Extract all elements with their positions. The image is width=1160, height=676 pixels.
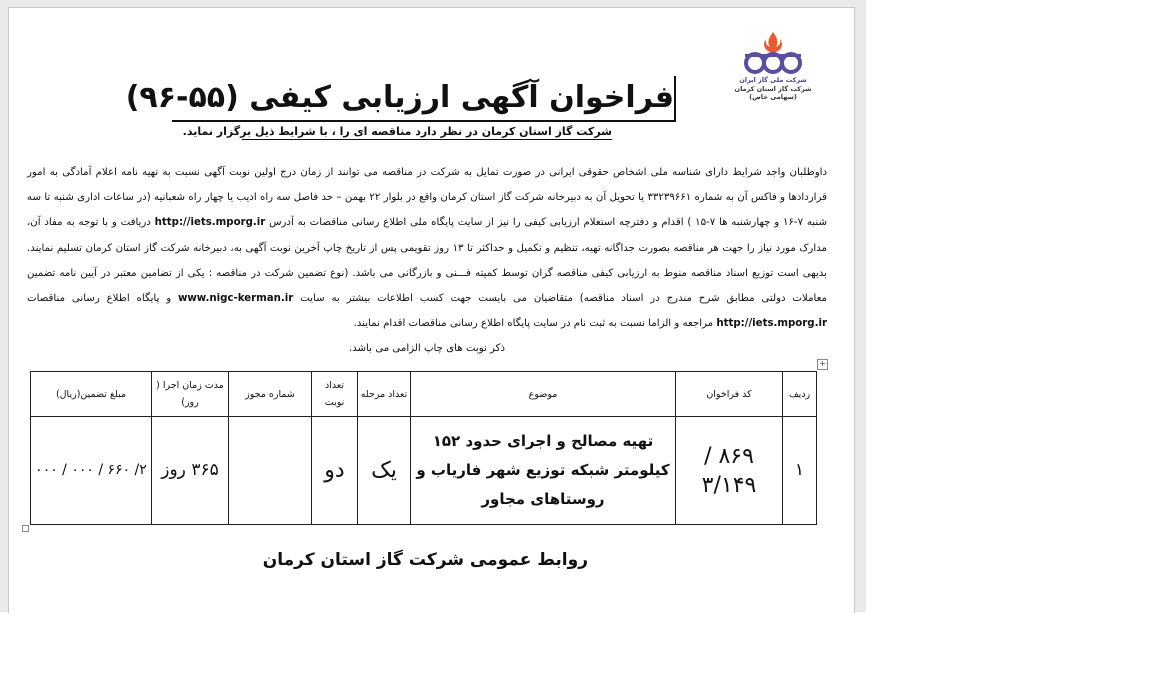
header-duration: مدت زمان اجرا ( روز) (152, 372, 229, 417)
cell-duration: ۳۶۵ روز (152, 417, 229, 525)
body-paragraph-5: ذکر نوبت های چاپ الزامی می باشد. (348, 343, 506, 355)
tender-table (30, 371, 817, 525)
body-paragraph-1: داوطلبان واجد شرایط دارای شناسه ملی اشخاص حقوقی ایرانی در صورت تمایل به شرکت در مناقصه می توانند از زمان درج اولین نوبت آگهی نسبت به تهیه نامه اعلام آمادگی به امور قراردادها و فاکس آن به شماره ۳۳۲۳۹۶۶۱ یا تحویل آن به دبیرخانه شرکت گاز استان کرمان واقع در بلوار ۲۲ بهمن – حد فاصل سه راه ادیب یا چهار راه شعبانیه (در ساعات اداری شنبه تا سه شنبه ۷-۱۶ و چهارشنبه ها ۷-۱۵ ) اقدام و دفترچه استعلام ارزیابی کیفی را نیز از سایت پایگاه ملی اطلاع رسانی مناقصات به آدرس (27, 167, 827, 229)
logo-line-1: شرکت ملی گاز ایران (739, 76, 807, 84)
announcement-title: فراخوان آگهی ارزیابی کیفی (۵۵-۹۶) (172, 76, 676, 122)
header-rounds: تعداد نوبت (312, 372, 358, 417)
nigc-kerman-link[interactable]: www.nigc-kerman.ir (177, 293, 294, 305)
iets-link-2[interactable]: http://iets.mporg.ir (716, 318, 827, 330)
company-logo (729, 30, 817, 122)
cell-row-number: ۱ (783, 417, 817, 525)
table-header-row (31, 372, 817, 417)
cell-permit (229, 417, 312, 525)
cell-subject: تهیه مصالح و اجرای حدود ۱۵۲ کیلومتر شبکه توزیع شهر فاریاب و روستاهای مجاور (411, 417, 676, 525)
header-subject: موضوع (411, 372, 676, 417)
body-paragraph-4: مراجعه و الزاما نسبت به ثبت نام در سایت پایگاه اطلاع رسانی مناقصات اقدام نمایند. (353, 318, 714, 330)
announcement-body (27, 160, 827, 362)
body-paragraph-3: و پایگاه اطلاع رسانی مناقصات (27, 293, 172, 305)
cell-code: ۸۶۹ / ۳/۱۴۹ (676, 417, 783, 525)
public-relations-signature: روابط عمومی شرکت گاز استان کرمان (262, 550, 588, 570)
body-paragraph-2: دریافت و با توجه به مفاد آن، مدارک مورد نیاز را جهت هر مناقصه بصورت جداگانه تهیه، تنظیم و تکمیل و حداکثر تا ۱۳ روز تقویمی پس از تاریخ چاپ آخرین نوبت آگهی به، دبیرخانه شرکت گاز استان کرمان تسلیم نمایند. بدیهی است توزیع اسناد مناقصه منوط به ارزیابی کیفی مناقصه گران توسط کمیته فـــنی و بازرگانی می باشد. (نوع تضمین شرکت در مناقصه : یکی از تضامین معتبر در آیین نامه تضمین معاملات دولتی مطابق شرح مندرج در اسناد مناقصه) متقاضیان می بایست جهت کسب اطلاعات بیشتر به سایت (27, 217, 827, 305)
cell-guarantee: ۲/ ۶۶۰ / ۰۰۰ / ۰۰۰ (31, 417, 152, 525)
header-guarantee: مبلغ تضمین(ریال) (31, 372, 152, 417)
header-row-number: ردیف (783, 372, 817, 417)
header-code: کد فراخوان (676, 372, 783, 417)
cell-stages: یک (358, 417, 411, 525)
table-move-handle-icon[interactable]: + (817, 359, 828, 370)
logo-line-2: شرکت گاز استان کرمان (734, 84, 812, 93)
logo-line-3: (سهامی خاص) (749, 93, 797, 101)
table-row (31, 417, 817, 525)
announcement-subtitle: شرکت گاز استان کرمان در نظر دارد مناقصه ای را ، با شرایط ذیل برگزار نماید. (182, 125, 612, 138)
table-resize-handle[interactable] (22, 525, 29, 532)
iets-link-1[interactable]: http://iets.mporg.ir (154, 217, 266, 229)
nigc-logo-icon (741, 30, 805, 76)
header-permit: شماره مجوز (229, 372, 312, 417)
header-stages: تعداد مرحله (358, 372, 411, 417)
cell-rounds: دو (312, 417, 358, 525)
